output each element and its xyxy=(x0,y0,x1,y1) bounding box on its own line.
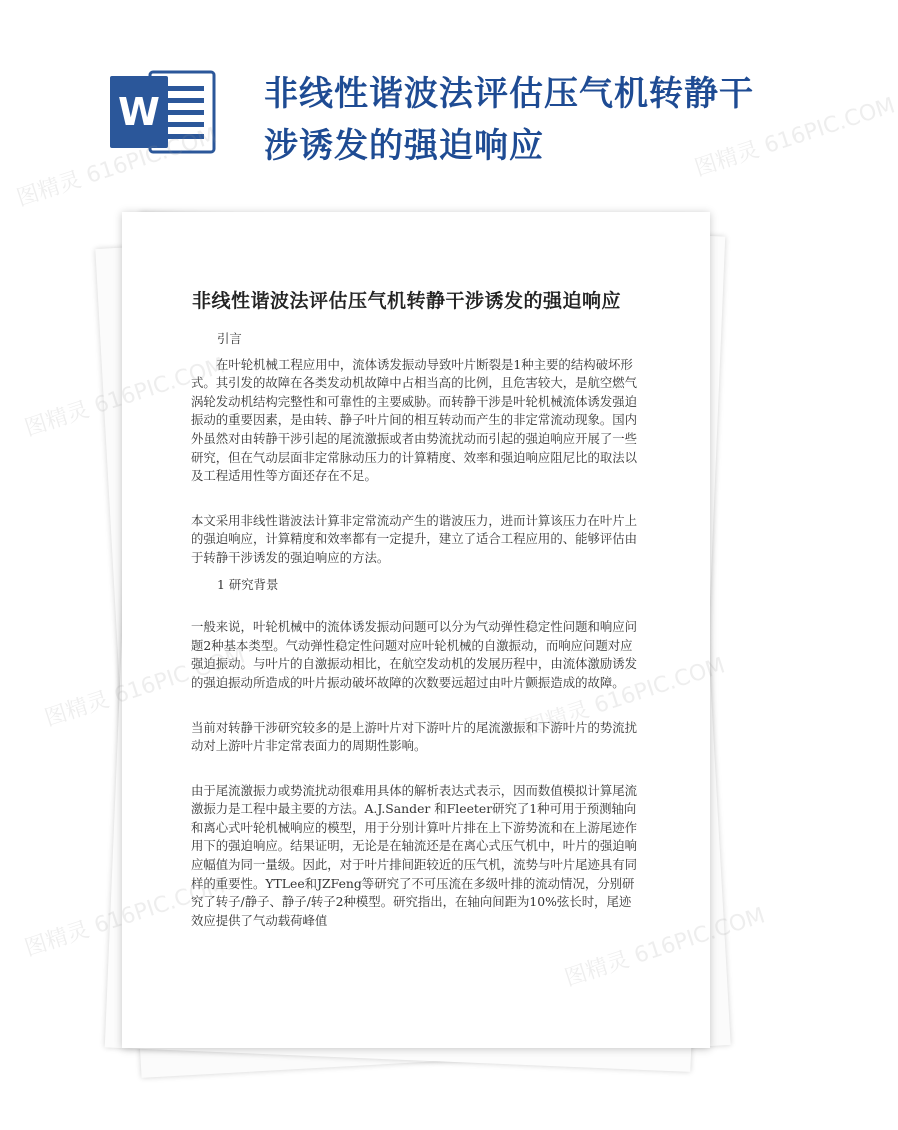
watermark: 图精灵 616PIC.COM xyxy=(691,93,898,182)
document-title: 非线性谐波法评估压气机转静干涉诱发的强迫响应 xyxy=(192,290,622,312)
page-title: 非线性谐波法评估压气机转静干涉诱发的强迫响应 xyxy=(264,74,754,166)
paragraph-1: 在叶轮机械工程应用中，流体诱发振动导致叶片断裂是1种主要的结构破坏形式。其引发的故障在各类发动机故障中占相当高的比例，且危害较大，是航空燃气涡轮发动机结构完整性和可靠性的主要威胁。而转静干涉是叶轮机械流体诱发强迫振动的重要因素，是由转、静子叶片间的相互转动而产生的非定常流动现象。国内外虽然对由转静干涉引起的尾流激振或者由势流扰动而引起的强迫响应开展了一些研究，但在气动层面非定常脉动压力的计算精度、效率和强迫响应阻尼比的取法以及工程适用性等方面还存在不足。 xyxy=(191,356,638,484)
svg-text:W: W xyxy=(118,90,160,134)
document-page xyxy=(122,212,710,1048)
word-document-icon xyxy=(108,68,216,156)
section-1-heading: 1 研究背景 xyxy=(217,576,279,592)
watermark: 图精灵 xyxy=(21,397,93,442)
paragraph-3: 一般来说，叶轮机械中的流体诱发振动问题可以分为气动弹性稳定性问题和响应问题2种基本类型。气动弹性稳定性问题对应叶轮机械的自激振动，而响应问题对应强迫振动。与叶片的自激振动相比，在航空发动机的发展历程中，由流体激励诱发的强迫振动所造成的叶片振动破坏故障的次数要远超过由叶片颤振造成的故障。 xyxy=(191,619,638,690)
document-body xyxy=(191,330,639,930)
watermark: 图精灵 xyxy=(21,917,93,962)
watermark: 图精灵 xyxy=(41,687,113,732)
watermark: 图精灵 616PIC.COM xyxy=(13,123,221,212)
intro-heading: 引言 xyxy=(217,331,242,346)
paragraph-4: 当前对转静干涉研究较多的是上游叶片对下游叶片的尾流激振和下游叶片的势流扰动对上游叶片非定常表面力的周期性影响。 xyxy=(191,719,638,754)
paragraph-2: 本文采用非线性谐波法计算非定常流动产生的谐波压力，进而计算该压力在叶片上的强迫响应，计算精度和效率都有一定提升，建立了适合工程应用的、能够评估由于转静干涉诱发的强迫响应的方法。 xyxy=(191,512,638,565)
paragraph-5: 由于尾流激振力或势流扰动很难用具体的解析表达式表示，因而数值模拟计算尾流激振力是工程中最主要的方法。A.J.Sander 和Fleeter研究了1种可用于预测轴向和离心式叶轮机械响应的模型，用于分别计算叶片排在上下游势流和在上游尾迹作用下的强迫响应。结果证明，无论是在轴流还是在离心式压气机中，叶片的强迫响应幅值为同一量级。因此，对于叶片排间距较近的压气机，流势与叶片尾迹具有同样的重要性。YTLee和JZFeng等研究了不可压流在多级叶排的流动情况，分别研究了转子/静子、静子/转子2种模型。研究指出，在轴向间距为10%弦长时，尾迹效应提供了气动载荷峰值 xyxy=(191,782,638,928)
